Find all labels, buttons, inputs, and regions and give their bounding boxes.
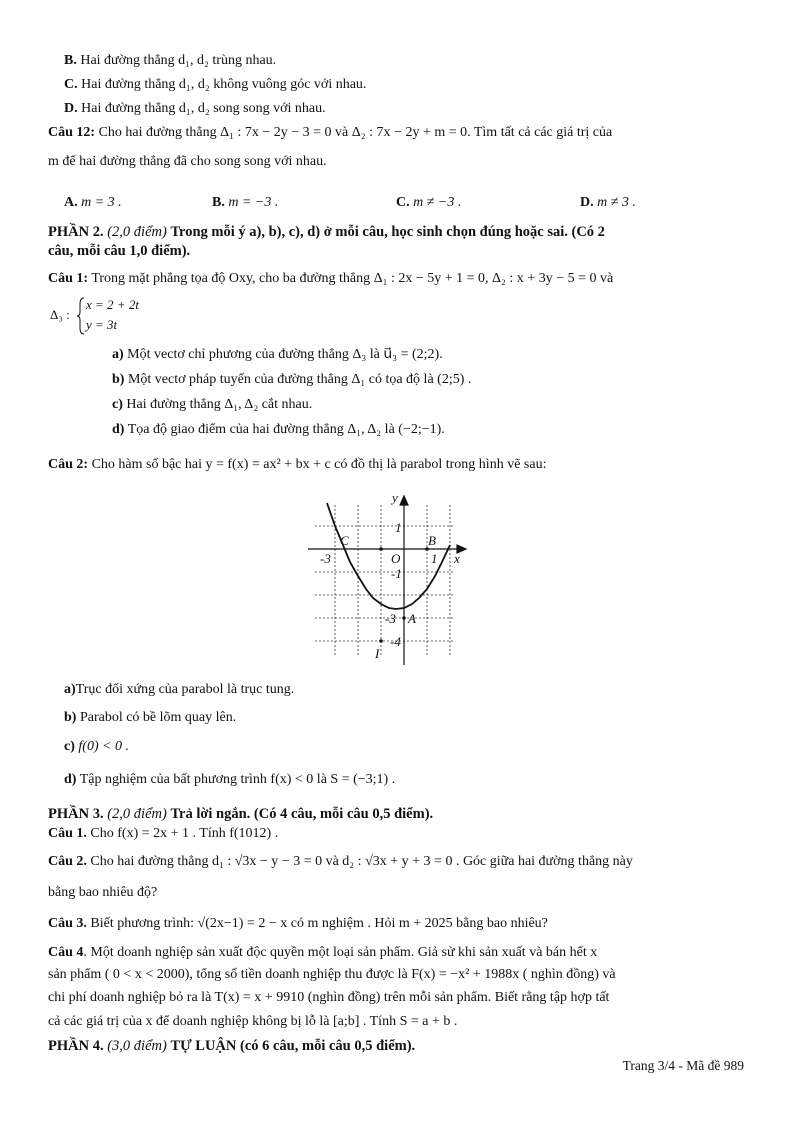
item-label: c)	[64, 739, 75, 754]
p3q2-text: Cho hai đường thẳng d₁ : √3x − y − 3 = 0 và d₂ : √3x + y + 3 = 0 . Góc giữa hai đường thẳng này	[90, 854, 633, 869]
d3-name: Δ₃ :	[50, 307, 70, 322]
item-label: d)	[64, 772, 77, 787]
option-label: A.	[64, 195, 78, 210]
point-i	[379, 639, 383, 643]
item-label: b)	[64, 710, 77, 725]
option-b	[64, 52, 276, 70]
item-label: b)	[112, 372, 125, 387]
p3q2-label: Câu 2.	[48, 854, 87, 869]
option-text: m = −3 .	[228, 195, 279, 210]
label-neg1: -1	[391, 566, 402, 581]
label-c: C	[340, 533, 349, 548]
p3q4-text: . Một doanh nghiệp sản xuất độc quyền một loại sản phẩm. Giả sử khi sản xuất và bán hết x	[83, 945, 598, 960]
part3-heading	[48, 805, 433, 823]
label-b: B	[428, 533, 436, 548]
q12-text: Cho hai đường thẳng Δ₁ : 7x − 2y − 3 = 0 và Δ₂ : 7x − 2y + m = 0. Tìm tất cả các giá trị của	[98, 125, 613, 140]
y-axis-arrow-icon	[400, 496, 408, 505]
item-label: c)	[112, 397, 123, 412]
option-text: Hai đường thẳng d₁, d₂ song song với nhau.	[81, 101, 326, 116]
d3-eq1: x = 2 + 2t	[86, 297, 139, 312]
point-a	[402, 616, 406, 620]
item-text: Tọa độ giao điểm của hai đường thẳng Δ₁, Δ₂ là (−2;−1).	[127, 422, 445, 437]
p3q4-label: Câu 4	[48, 945, 84, 960]
p2q2-item-d	[64, 771, 395, 789]
q12-option-b	[212, 194, 278, 212]
p2q1-text: Trong mặt phẳng tọa độ Oxy, cho ba đường thẳng Δ₁ : 2x − 5y + 1 = 0, Δ₂ : x + 3y − 5 = 0 và	[91, 271, 614, 286]
p2q2-label: Câu 2:	[48, 457, 89, 472]
option-d	[64, 100, 326, 118]
part4-heading	[48, 1037, 415, 1055]
item-text: Trục đối xứng của parabol là trục tung.	[75, 682, 295, 697]
option-label: B.	[64, 53, 77, 68]
item-text: f(0) < 0 .	[78, 739, 130, 754]
option-text: m ≠ −3 .	[413, 195, 462, 210]
item-label: a)	[112, 347, 124, 362]
p2q2-item-c	[64, 738, 129, 756]
option-label: D.	[580, 195, 594, 210]
p2q2-item-b	[64, 709, 236, 727]
p2q1-line1	[48, 270, 613, 288]
graph-label-group	[320, 490, 460, 661]
label-y: y	[392, 490, 398, 505]
q12-line1	[48, 124, 612, 142]
part4-desc: TỰ LUẬN (có 6 câu, mỗi câu 0,5 điểm).	[170, 1038, 416, 1054]
item-text: Một vectơ chỉ phương của đường thẳng Δ₃ là u⃗₃ = (2;2).	[127, 347, 443, 362]
option-label: D.	[64, 101, 78, 116]
p3q4-line1	[48, 944, 597, 962]
option-text: m ≠ 3 .	[597, 195, 636, 210]
label-neg3: -3	[320, 551, 331, 566]
p3q4-line3: chi phí doanh nghiệp bỏ ra là T(x) = x + 9910 (nghìn đồng) trên mỗi sản phẩm. Biết rằng tập hợp tất	[48, 990, 610, 1005]
p2q1-label: Câu 1:	[48, 271, 89, 286]
p2q2-line	[48, 456, 546, 474]
part4-points: (3,0 điểm)	[107, 1038, 167, 1054]
parabola-graph	[300, 490, 470, 670]
p2q2-text: Cho hàm số bậc hai y = f(x) = ax² + bx + c có đồ thị là parabol trong hình vẽ sau:	[91, 457, 547, 472]
axes	[308, 496, 466, 665]
q12-option-c	[396, 194, 461, 212]
d3-eq2: y = 3t	[86, 317, 118, 332]
option-text: m = 3 .	[81, 195, 122, 210]
part2-desc2: câu, mỗi câu 1,0 điểm).	[48, 243, 191, 259]
label-i: I	[375, 646, 380, 661]
part3-title: PHẦN 3.	[48, 806, 104, 822]
p3q3-text: Biết phương trình: √(2x−1) = 2 − x có m nghiệm . Hỏi m + 2025 bằng bao nhiêu?	[90, 916, 548, 931]
p3q3-label: Câu 3.	[48, 916, 87, 931]
brace-icon	[76, 296, 86, 336]
label-o: O	[391, 551, 401, 566]
p3q4-line4: cả các giá trị của x để doanh nghiệp không bị lỗ là [a;b] . Tính S = a + b .	[48, 1014, 458, 1029]
p3q1-text: Cho f(x) = 2x + 1 . Tính f(1012) .	[90, 826, 279, 841]
page-footer: Trang 3/4 - Mã đề 989	[622, 1058, 744, 1073]
q12-option-d	[580, 194, 636, 212]
option-label: C.	[396, 195, 410, 210]
p3q1-line	[48, 825, 278, 843]
option-label: C.	[64, 77, 78, 92]
p3q2-line1	[48, 853, 633, 871]
item-text: Một vectơ pháp tuyến của đường thẳng Δ₁ có tọa độ là (2;5) .	[127, 372, 472, 387]
label-one-right: 1	[431, 551, 438, 566]
q12-option-a	[64, 194, 122, 212]
p3q3-line	[48, 915, 548, 933]
option-text: Hai đường thẳng d₁, d₂ trùng nhau.	[80, 53, 277, 68]
p3q1-label: Câu 1.	[48, 826, 87, 841]
part2-title: PHẦN 2.	[48, 224, 104, 240]
parabola-svg	[300, 490, 470, 670]
item-text: Parabol có bề lõm quay lên.	[79, 710, 237, 725]
label-neg4: -4	[390, 634, 401, 649]
item-label: d)	[112, 422, 125, 437]
p3q2-line2: bằng bao nhiêu độ?	[48, 885, 158, 900]
part3-desc: Trả lời ngắn. (Có 4 câu, mỗi câu 0,5 điểm).	[170, 806, 434, 822]
option-text: Hai đường thẳng d₁, d₂ không vuông góc với nhau.	[81, 77, 367, 92]
p2q1-item-b	[112, 371, 471, 389]
label-x: x	[454, 551, 460, 566]
option-c	[64, 76, 366, 94]
p2q1-item-c	[112, 396, 312, 414]
part2-desc: Trong mỗi ý a), b), c), d) ở mỗi câu, học sinh chọn đúng hoặc sai. (Có 2	[170, 224, 605, 240]
p2q1-item-d	[112, 421, 445, 439]
label-neg3y: -3	[385, 611, 396, 626]
point-c	[379, 547, 383, 551]
p2q1-item-a	[112, 346, 443, 364]
item-label: a)	[64, 682, 76, 697]
part4-title: PHẦN 4.	[48, 1038, 104, 1054]
part2-heading	[48, 223, 605, 241]
label-one-top: 1	[395, 520, 402, 535]
part2-points: (2,0 điểm)	[107, 224, 167, 240]
q12-label: Câu 12:	[48, 125, 96, 140]
option-label: B.	[212, 195, 225, 210]
item-text: Tập nghiệm của bất phương trình f(x) < 0 là S = (−3;1) .	[79, 772, 396, 787]
part3-points: (2,0 điểm)	[107, 806, 167, 822]
q12-line2: m để hai đường thẳng đã cho song song với nhau.	[48, 154, 327, 169]
item-text: Hai đường thẳng Δ₁, Δ₂ cắt nhau.	[126, 397, 313, 412]
label-a: A	[408, 611, 416, 626]
p2q2-item-a	[64, 681, 294, 699]
p3q4-line2: sản phẩm ( 0 < x < 2000), tổng số tiền doanh nghiệp thu được là F(x) = −x² + 1988x ( nghìn đồng) và	[48, 967, 616, 982]
